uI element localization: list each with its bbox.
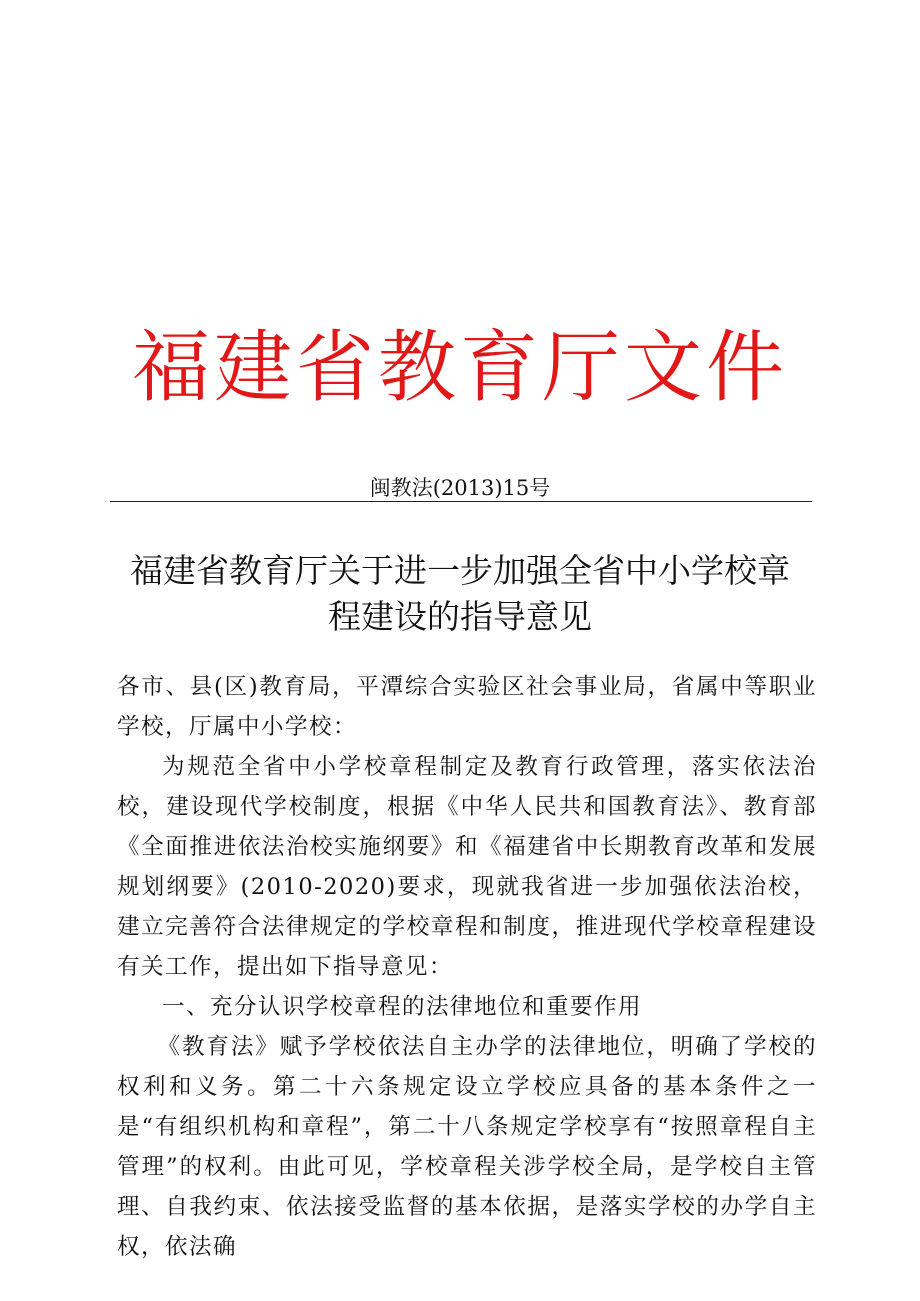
intro-paragraph: 为规范全省中小学校章程制定及教育行政管理，落实依法治校，建设现代学校制度，根据《中华人民共和国教育法》、教育部《全面推进依法治校实施纲要》和《福建省中长期教育改革和发展规划纲要》(2010-2020)要求，现就我省进一步加强依法治校，建立完善符合法律规定的学校章程和制度，推进现代学校章程建设有关工作，提出如下指导意见：	[117, 754, 817, 980]
document-number: 闽教法(2013)15号	[369, 476, 551, 500]
header-divider	[110, 501, 812, 502]
document-title	[100, 548, 820, 640]
issuing-authority-header: 福建省教育厅文件	[131, 323, 788, 413]
document-title-line-1: 福建省教育厅关于进一步加强全省中小学校章	[130, 551, 790, 590]
document-title-line-2: 程建设的指导意见	[328, 597, 592, 636]
document-body	[117, 667, 817, 1267]
addressee: 各市、县(区)教育局，平潭综合实验区社会事业局，省属中等职业学校，厅属中小学校：	[117, 674, 817, 740]
section-1-paragraph: 《教育法》赋予学校依法自主办学的法律地位，明确了学校的权利和义务。第二十六条规定设立学校应具备的基本条件之一是“有组织机构和章程”，第二十八条规定学校享有“按照章程自主管理”的权利。由此可见，学校章程关涉学校全局，是学校自主管理、自我约束、依法接受监督的基本依据，是落实学校的办学自主权，依法确	[117, 1034, 817, 1260]
section-1-heading: 一、充分认识学校章程的法律地位和重要作用	[162, 994, 643, 1020]
